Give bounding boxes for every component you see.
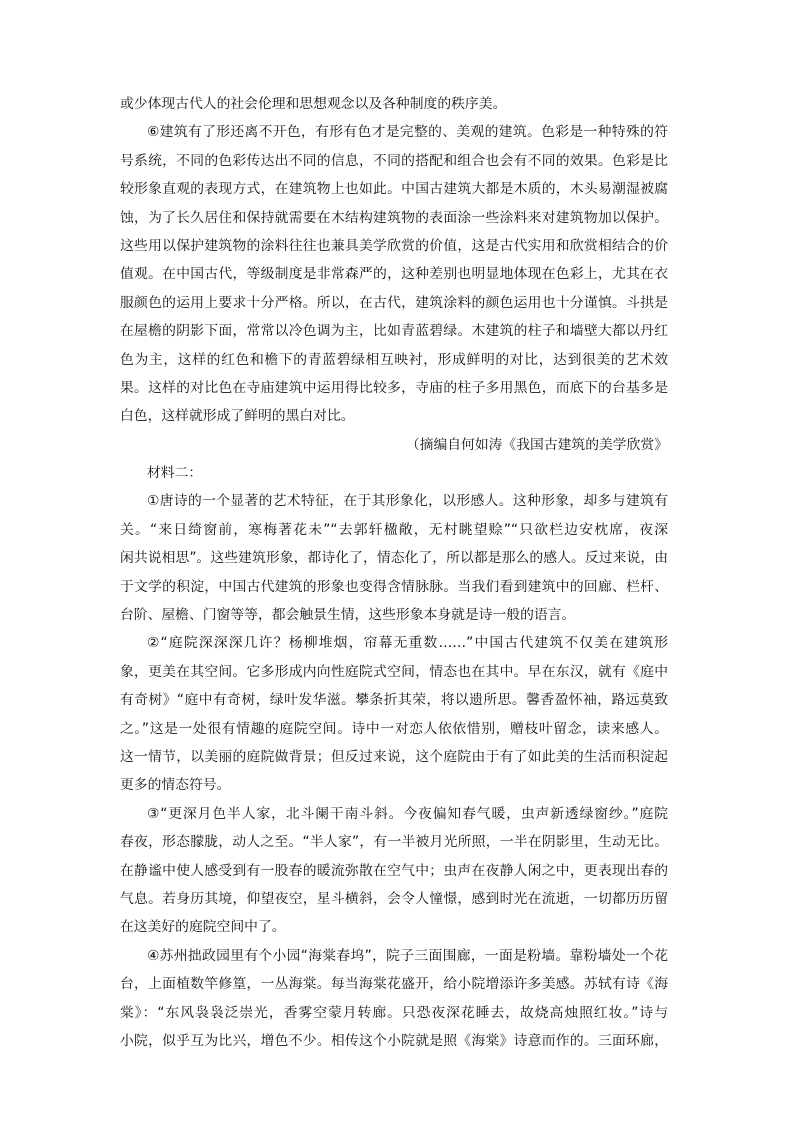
text-line: 较形象直观的表现方式，在建筑物上也如此。中国古建筑大都是木质的，木头易潮湿被腐 — [120, 181, 668, 198]
text-line: 在这美好的庭院空间中了。 — [120, 919, 286, 936]
text-line: 关。“来日绮窗前，寒梅著花未”“去郭轩楹敞，无村眺望赊”“只欲栏边安枕席，夜深 — [120, 521, 668, 538]
text-line: 值观。在中国古代，等级制度是非常森严的，这种差别也明显地体现在色彩上，尤其在衣 — [120, 266, 668, 283]
paragraph-line: ⑥建筑有了形还离不开色，有形有色才是完整的、美观的建筑。色彩是一种特殊的符 — [147, 124, 668, 141]
text-line: 白色，这样就形成了鲜明的黑白对比。 — [120, 408, 355, 425]
text-line: 色为主，这样的红色和檐下的青蓝碧绿相互映衬，形成鲜明的对比，达到很美的艺术效 — [120, 351, 668, 368]
paragraph-line: ①唐诗的一个显著的艺术特征，在于其形象化，以形感人。这种形象，却多与建筑有 — [147, 493, 668, 510]
text-line: 气息。若身历其境，仰望夜空，星斗横斜，会令人憧憬，感到时光在流逝，一切都历历留 — [120, 890, 668, 907]
paragraph-line: ②“庭院深深深几许？杨柳堆烟，帘幕无重数……”中国古代建筑不仅美在建筑形 — [147, 635, 668, 652]
text-line: 闲共说相思”。这些建筑形象，都诗化了，情态化了，所以都是那么的感人。反过来说，由 — [120, 550, 668, 567]
text-line: 小院，似乎互为比兴，增色不少。相传这个小院就是照《海棠》诗意而作的。三面环廊， — [120, 1032, 668, 1049]
text-line: 于文学的积淀，中国古代建筑的形象也变得含情脉脉。当我们看到建筑中的回廊、栏杆、 — [120, 578, 668, 595]
text-line: 在屋檐的阴影下面，常常以冷色调为主，比如青蓝碧绿。木建筑的柱子和墙壁大都以丹红 — [120, 323, 668, 340]
text-line: 象，更美在其空间。它多形成内向性庭院式空间，情态也在其中。早在东汉，就有《庭中 — [120, 663, 668, 680]
paragraph-line: ④苏州拙政园里有个小园“海棠春坞”，院子三面围廊，一面是粉墙。靠粉墙处一个花 — [147, 947, 668, 964]
text-line: 或少体现古代人的社会伦理和思想观念以及各种制度的秩序美。 — [120, 96, 507, 112]
text-line: 这一情节，以美丽的庭院做背景；但反过来说，这个庭院由于有了如此美的生活而积淀起 — [120, 748, 668, 765]
text-line: 果。这样的对比色在寺庙建筑中运用得比较多，寺庙的柱子多用黑色，而底下的台基多是 — [120, 379, 668, 396]
text-line: 有奇树》“庭中有奇树，绿叶发华滋。攀条折其荣，将以遗所思。馨香盈怀袖，路远莫致 — [120, 692, 668, 709]
source-citation: （摘编自何如涛《我国古建筑的美学欣赏》 — [405, 436, 668, 453]
text-line: 在静谧中使人感受到有一股春的暖流弥散在空气中；虫声在夜静人闲之中，更表现出春的 — [120, 862, 668, 879]
text-line: 这些用以保护建筑物的涂料往往也兼具美学欣赏的价值，这是古代实用和欣赏相结合的价 — [120, 237, 668, 254]
text-line: 服颜色的运用上要求十分严格。所以，在古代，建筑涂料的颜色运用也十分谨慎。斗拱是 — [120, 294, 668, 311]
section-label: 材料二： — [147, 465, 203, 482]
text-line: 更多的情态符号。 — [120, 777, 231, 794]
text-line: 台阶、屋檐、门窗等等，都会触景生情，这些形象本身就是诗一般的语言。 — [120, 607, 576, 624]
text-line: 台，上面植数竿修篁，一丛海棠。每当海棠花盛开，给小院增添许多美感。苏轼有诗《海 — [120, 976, 668, 993]
text-line: 号系统，不同的色彩传达出不同的信息，不同的搭配和组合也会有不同的效果。色彩是比 — [120, 152, 668, 169]
text-line: 蚀，为了长久居住和保持就需要在木结构建筑物的表面涂一些涂料来对建筑物加以保护。 — [120, 209, 668, 226]
text-line: 春夜，形态朦胧，动人之至。“半人家”，有一半被月光所照，一半在阴影里，生动无比。 — [120, 834, 668, 851]
text-line: 棠》：“东风袅袅泛崇光，香雾空蒙月转廊。只恐夜深花睡去，故烧高烛照红妆。”诗与 — [120, 1004, 668, 1021]
paragraph-line: ③“更深月色半人家，北斗阑干南斗斜。今夜偏知春气暖，虫声新透绿窗纱。”庭院 — [147, 805, 668, 822]
text-line: 之。”这是一处很有情趣的庭院空间。诗中一对恋人依依惜别，赠枝叶留念，读来感人。 — [120, 720, 668, 737]
document-body — [120, 90, 668, 1055]
